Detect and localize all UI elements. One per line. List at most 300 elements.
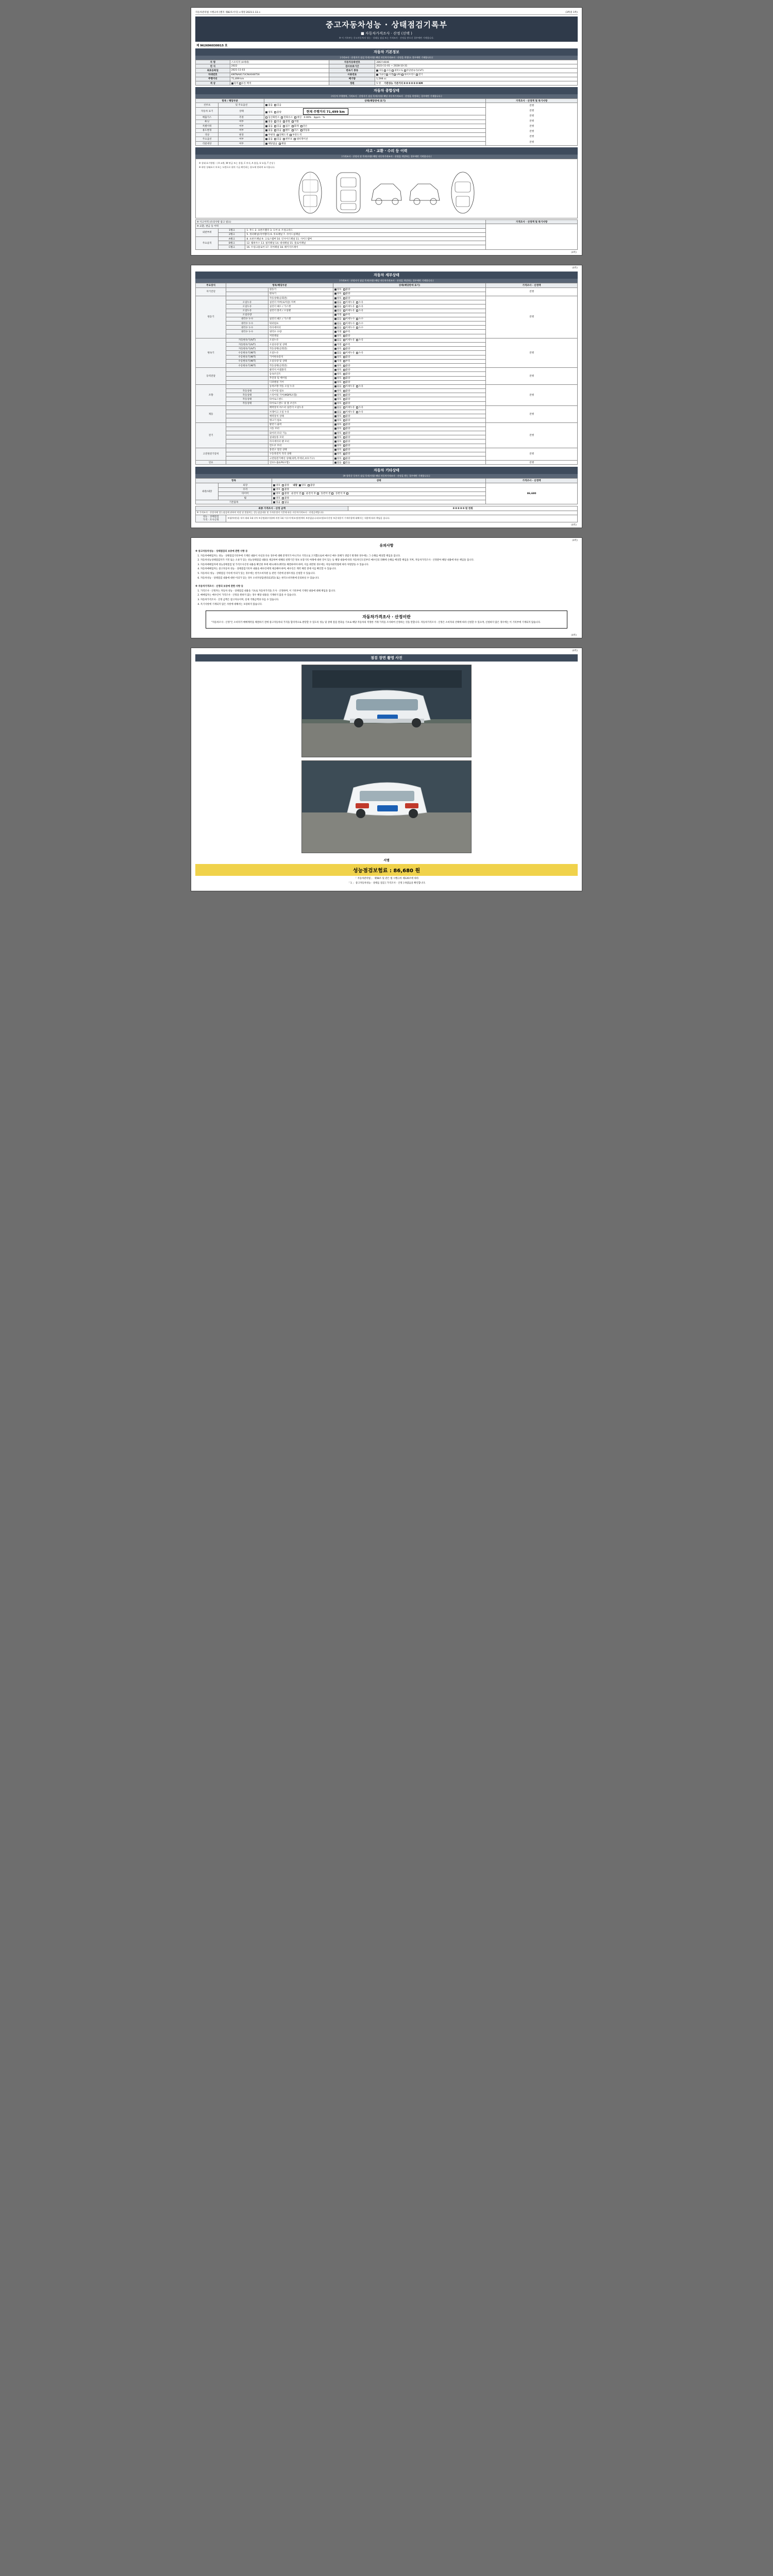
document-number: 제 962696030015 호 — [196, 44, 228, 47]
notice-list-1 — [200, 555, 578, 581]
car-diagram-top — [330, 170, 366, 216]
legend-rank-b: B랭크 — [219, 241, 245, 245]
detail-subgroup-name: 자동변속기(A/T) — [226, 347, 268, 351]
checkbox-alt-1[interactable] — [343, 348, 345, 350]
checkbox-alt-2[interactable] — [356, 411, 358, 413]
checkbox-alt-2[interactable] — [356, 352, 358, 354]
checkbox-special-total[interactable] — [300, 125, 303, 127]
value-capacity — [375, 81, 578, 85]
checkbox-primary[interactable] — [334, 301, 337, 303]
other-price-cell: 86,680 — [486, 483, 578, 504]
legend-price-cell — [486, 224, 578, 249]
checkbox-alt-1[interactable] — [343, 457, 345, 460]
detail-item-state — [333, 414, 485, 418]
opt-solid: 원색 — [233, 82, 239, 85]
checkbox-alt-1[interactable] — [343, 352, 345, 354]
detail-subgroup-name: 오일누유 — [226, 300, 268, 304]
checkbox-alt-1[interactable] — [343, 436, 345, 438]
checkbox-primary[interactable] — [334, 297, 337, 299]
detail-state-label: 불량 — [345, 293, 352, 296]
checkbox-primary[interactable] — [334, 457, 337, 460]
checkbox-use-rent[interactable] — [283, 129, 285, 131]
table-row — [196, 384, 578, 388]
footer-text-2: 「 1 」 중고자동차성능 · 상태를 점검 [ 가격조사 · 산정 ] 하였음을 확인합니다. — [347, 882, 426, 885]
checkbox-alt-1[interactable] — [343, 419, 345, 421]
detail-item-name: 실내송풍 모터 — [268, 435, 333, 439]
checkbox-primary[interactable] — [334, 462, 337, 464]
checkbox-primary[interactable] — [334, 306, 337, 308]
checkbox-alt-1[interactable] — [343, 377, 345, 379]
detail-item-name: 시동 모터 — [268, 427, 333, 431]
checkbox-tire-good[interactable] — [273, 493, 275, 495]
detail-item-state — [333, 359, 485, 363]
notice-item: 4. 특기사항에 기재되지 않은 사항에 대해서는 보증하지 않습니다. — [200, 603, 578, 607]
checkbox-use-none[interactable] — [265, 129, 267, 131]
detail-state-label: 양호 — [337, 436, 343, 439]
detail-state-label: 미세누유 — [345, 351, 357, 354]
notice-item: 3. 자동차가격조사 · 산정 금액은 참고자료이며, 실제 거래금액과 다를 수 있습니다. — [200, 599, 578, 602]
checkbox-carmark-good[interactable] — [265, 111, 267, 113]
row-state-tuning: 없음 있음 불법 적법 — [264, 120, 486, 124]
checkbox-alt-1[interactable] — [343, 327, 345, 329]
checkbox-alt-1[interactable] — [343, 339, 345, 341]
detail-state-label: 양호 — [337, 419, 343, 422]
detail-group-name: 변속기 — [196, 338, 226, 367]
detail-subgroup-name: 냉각수 누수 — [226, 330, 268, 334]
checkbox-primary[interactable] — [334, 369, 337, 371]
checkbox-alt-1[interactable] — [343, 344, 345, 346]
checkbox-smoke[interactable] — [294, 116, 296, 118]
checkbox-recall-no[interactable] — [265, 143, 267, 145]
checkbox-alt-1[interactable] — [343, 356, 345, 358]
checkbox-alt-1[interactable] — [343, 385, 345, 387]
label-fuel: 사용연료 — [329, 73, 375, 77]
checkbox-fuel-ev[interactable] — [416, 74, 418, 76]
row-label-emission2: 측정 — [219, 115, 264, 120]
checkbox-color-two[interactable] — [239, 82, 241, 84]
document-desc: ※ 이 기록부는 중고자동차의 성능 · 상태를 점검 또는 가격조사 · 산정을 받으신 경우에만 기재합니다. — [339, 37, 434, 39]
checkbox-alt-1[interactable] — [343, 440, 345, 443]
checkbox-opt-yes[interactable] — [274, 138, 276, 140]
value-color — [230, 81, 329, 85]
checkbox-glass-good[interactable] — [273, 488, 275, 490]
opt-gasoline: 가솔린 — [379, 74, 385, 77]
checkbox-primary[interactable] — [334, 381, 337, 383]
checkbox-primary[interactable] — [334, 310, 337, 312]
checkbox-alt-1[interactable] — [343, 301, 345, 303]
checkbox-wheel-bad[interactable] — [282, 497, 284, 499]
checkbox-fuel-lpg[interactable] — [394, 74, 396, 76]
checkbox-alt-1[interactable] — [343, 360, 345, 362]
detail-state-label: 불량 — [345, 432, 352, 435]
checkbox-alt-2[interactable] — [356, 310, 358, 312]
checkbox-primary[interactable] — [334, 360, 337, 362]
notice-item: 5. 자동차의 성능 · 상태점검 기록에 이의가 있는 경우에는 한국소비자원 등 관련 기관에 분쟁조정을 신청할 수 있습니다. — [200, 572, 578, 576]
final-disclaimer-2: 보험(약관)을 내지 위와 1회 (주) 보증범위(사항)에 의한 1회 이루어져(조정)정액의 보통없습니다(조정)조사산정 보증내용이 기재사항에 대해서는 내용에 따라 책임을 집니다. — [226, 515, 578, 522]
checkbox-opt-none[interactable] — [265, 138, 267, 140]
detail-subgroup-name — [226, 368, 268, 372]
checkbox-opt-nav[interactable] — [294, 138, 296, 140]
checkbox-alt-1[interactable] — [343, 415, 345, 417]
detail-state-label: 불량 — [345, 398, 352, 401]
photos-title: 점검 장면 촬영 사진 — [195, 654, 578, 662]
checkbox-paint-none[interactable] — [265, 134, 267, 136]
checkbox-exterior-bad[interactable] — [282, 484, 284, 486]
checkbox-primary[interactable] — [334, 385, 337, 387]
checkbox-primary[interactable] — [334, 331, 337, 333]
checkbox-primary[interactable] — [334, 377, 337, 379]
detail-item-name: 라디에이터 팬 모터 — [268, 439, 333, 444]
header-state: 상태(해당란에 표기) — [264, 99, 486, 103]
row-label-sunroof-a: 선루프 — [196, 103, 219, 107]
checkbox-alt-2[interactable] — [356, 339, 358, 341]
checkbox-primary[interactable] — [334, 440, 337, 443]
checkbox-tuning-illegal[interactable] — [283, 121, 285, 123]
checkbox-interior-bad[interactable] — [308, 484, 310, 486]
checkbox-wheel-good[interactable] — [273, 497, 275, 499]
final-price-value — [348, 506, 578, 511]
detail-item-state — [333, 461, 485, 465]
checkbox-recall-yes[interactable] — [279, 143, 281, 145]
checkbox-alt-1[interactable] — [343, 365, 345, 367]
checkbox-primary[interactable] — [334, 432, 337, 434]
checkbox-tire-bad[interactable] — [282, 493, 284, 495]
checkbox-primary[interactable] — [334, 344, 337, 346]
checkbox-co[interactable] — [265, 116, 267, 118]
detail-state-label: 불량 — [345, 297, 352, 300]
checkbox-alt-2[interactable] — [356, 385, 358, 387]
checkbox-primary[interactable] — [334, 428, 337, 430]
checkbox-transmission-auto[interactable] — [376, 70, 378, 72]
detail-item-name: 와이퍼 모터 기능 — [268, 431, 333, 435]
checkbox-alt-1[interactable] — [343, 297, 345, 299]
checkbox-primary[interactable] — [334, 339, 337, 341]
resp-label-1: 성능 · 상태점검 — [203, 516, 219, 519]
checkbox-alt-1[interactable] — [343, 314, 345, 316]
section-other-sub: (※ 항목중 동차가 점검 목적(사항) 해당 자동차가격조사 · 산정을 받는 경우에만 기재합니다.) — [195, 474, 578, 478]
mileage-value: 71,499 km — [326, 110, 345, 114]
checkbox-alt-1[interactable] — [343, 462, 345, 464]
legend-text-b: 12. 휠하우스 13. 필러패널 14. 대쉬패널 15. 플로어패널 — [245, 241, 486, 245]
checkbox-primary[interactable] — [334, 373, 337, 375]
checkbox-alt-1[interactable] — [343, 445, 345, 447]
notice-item: 6. 자동차성능 · 상태점검 내용에 대한 이의가 있는 경우 소비자상담센터(1372) 또는 한국소비자원에 문의하실 수 있습니다. — [200, 577, 578, 581]
checkbox-glass-bad[interactable] — [282, 488, 284, 490]
detail-item-state — [333, 330, 485, 334]
detail-item-name: 실린더 헤드 / 가스켓 — [268, 317, 333, 321]
checkbox-basic-no[interactable] — [282, 501, 284, 503]
page-topbar — [195, 11, 578, 15]
detail-state-label: 미세누수 — [345, 322, 357, 325]
wheel-pos-rr: 동반석 후 — [335, 493, 346, 496]
checkbox-alt-2[interactable] — [356, 318, 358, 320]
detail-state-label: 양호 — [337, 377, 343, 380]
detail-item-state — [333, 363, 485, 367]
checkbox-alt-1[interactable] — [343, 381, 345, 383]
table-row — [196, 368, 578, 372]
row-label-recall: 리콜대상 — [196, 141, 219, 145]
checkbox-opt-sunroof[interactable] — [283, 138, 285, 140]
row-label-recall2: 여부 — [219, 141, 264, 145]
checkbox-primary[interactable] — [334, 436, 337, 438]
checkbox-alt-1[interactable] — [343, 373, 345, 375]
detail-item-state — [333, 393, 485, 397]
row-label-paint2: 변경 — [219, 132, 264, 137]
checkbox-primary[interactable] — [334, 365, 337, 367]
checkbox-carmark-bad[interactable] — [274, 111, 276, 113]
checkbox-primary[interactable] — [334, 318, 337, 320]
detail-subgroup-name: 작동상태 — [226, 401, 268, 405]
detail-subgroup-name — [226, 439, 268, 444]
checkbox-alt-2[interactable] — [356, 301, 358, 303]
checkbox-alt-1[interactable] — [343, 390, 345, 392]
front-view-illustration — [302, 665, 472, 757]
checkbox-special-none[interactable] — [265, 125, 267, 127]
checkbox-alt-1[interactable] — [343, 289, 345, 291]
checkbox-primary[interactable] — [334, 327, 337, 329]
detail-state-label: 양호 — [337, 457, 343, 460]
photo-front — [301, 665, 472, 757]
detail-item-name: 구동축전지 격리 상태 — [268, 452, 333, 456]
row-state-options: 없음 있음 썬루프 내비게이션 — [264, 137, 486, 141]
checkbox-alt-2[interactable] — [356, 306, 358, 308]
checkbox-alt-1[interactable] — [343, 369, 345, 371]
checkbox-alt-1[interactable] — [343, 402, 345, 404]
checkbox-tire-rl[interactable] — [317, 493, 319, 495]
detail-state-label: 적정 — [337, 343, 343, 346]
detail-state-label: 미세누유 — [345, 411, 357, 414]
opt-two: 투톤 — [241, 82, 246, 85]
table-row — [196, 338, 578, 342]
checkbox-tuning-yes[interactable] — [274, 121, 276, 123]
detail-item-state — [333, 355, 485, 359]
checkbox-tuning-legal[interactable] — [292, 121, 294, 123]
checkbox-interior-good[interactable] — [299, 484, 301, 486]
detail-state-label: 불량 — [345, 440, 352, 443]
checkbox-tire-fr[interactable] — [331, 493, 333, 495]
detail-item-name: 윈도우 모터 — [268, 444, 333, 448]
checkbox-primary[interactable] — [334, 356, 337, 358]
checkbox-primary[interactable] — [334, 453, 337, 455]
checkbox-exterior-good[interactable] — [273, 484, 275, 486]
section-other-title: 자동차 기타상태 — [195, 467, 578, 474]
checkbox-primary[interactable] — [334, 314, 337, 316]
detail-group-name: 원동기 — [196, 296, 226, 338]
detail-subgroup-name — [226, 372, 268, 376]
checkbox-use-lease[interactable] — [292, 129, 294, 131]
checkbox-alt-1[interactable] — [343, 432, 345, 434]
checkbox-paint-full[interactable] — [277, 134, 279, 136]
car-diagram-rear — [445, 170, 481, 216]
checkbox-fuel-gasoline[interactable] — [376, 74, 378, 76]
signature-band: 서명 — [383, 858, 390, 862]
checkbox-special-fire[interactable] — [292, 125, 294, 127]
row-label-special: 특별이력 — [196, 124, 219, 128]
checkbox-primary[interactable] — [334, 390, 337, 392]
detail-group-price: 전행 — [486, 448, 578, 461]
checkbox-alt-1[interactable] — [343, 293, 345, 295]
checkbox-alt-1[interactable] — [343, 428, 345, 430]
checkbox-primary[interactable] — [334, 289, 337, 291]
checkbox-alt-1[interactable] — [343, 323, 345, 325]
detail-state-label: 없음 — [337, 351, 343, 354]
detail-item-state — [333, 418, 485, 422]
value-engine-std: 0 0 0 0 0 0 KM — [404, 82, 423, 85]
detail-item-name: 오일유량 및 상태 — [268, 359, 333, 363]
checkbox-sunroof-none[interactable] — [265, 104, 267, 106]
value-displacement: 1,598 cc — [375, 77, 578, 81]
checkbox-primary[interactable] — [334, 293, 337, 295]
page-3 — [191, 537, 582, 638]
detail-subgroup-name: 오일유량 — [226, 313, 268, 317]
checkbox-alt-1[interactable] — [343, 331, 345, 333]
row-state-special: 없음 있음 침수 화재 전손 — [264, 124, 486, 128]
checkbox-fuel-diesel[interactable] — [386, 74, 388, 76]
checkbox-alt-1[interactable] — [343, 453, 345, 455]
opt-ev: 전기 — [418, 74, 423, 77]
checkbox-primary[interactable] — [334, 445, 337, 447]
checkbox-paint-partial[interactable] — [290, 134, 292, 136]
detail-state-label: 불량 — [345, 289, 352, 292]
row-state-sunroof: 없음 있음 — [264, 103, 486, 107]
detail-subgroup-name — [226, 444, 268, 448]
detail-state-label: 불량 — [345, 423, 352, 427]
checkbox-primary[interactable] — [334, 423, 337, 426]
checkbox-primary[interactable] — [334, 406, 337, 409]
wheel-pos-fr: 동반석 전 — [321, 493, 331, 496]
checkbox-alt-1[interactable] — [343, 449, 345, 451]
detail-item-state — [333, 372, 485, 376]
detail-item-state — [333, 431, 485, 435]
value-inspection-period: 2023-11-01 ~ 2028-10-31 — [375, 64, 578, 69]
other-item-tire: 타이어 — [219, 492, 272, 496]
checkbox-tuning-none[interactable] — [265, 121, 267, 123]
detail-item-state — [333, 448, 485, 452]
detail-state-label: 누유 — [359, 351, 365, 354]
checkbox-alt-1[interactable] — [343, 406, 345, 409]
detail-state-label: 누유 — [359, 310, 365, 313]
legend-group-outer: 외판부위 — [196, 228, 219, 236]
checkbox-transmission-semi[interactable] — [392, 70, 394, 72]
checkbox-primary[interactable] — [334, 348, 337, 350]
detail-item-name: 작동상태(공회전) — [268, 347, 333, 351]
row-label-options: 주요옵션 — [196, 137, 219, 141]
checkbox-alt-1[interactable] — [343, 394, 345, 396]
wheel-pos-fl: 운전석 전 — [291, 493, 301, 496]
detail-item-name: 냉각수 수량 — [268, 330, 333, 334]
checkbox-alt-2[interactable] — [356, 327, 358, 329]
checkbox-primary[interactable] — [334, 415, 337, 417]
detail-state-label: 미세누유 — [345, 406, 357, 410]
checkbox-hc[interactable] — [281, 116, 283, 118]
value-first-registration: 2021-11-03 — [230, 69, 329, 73]
row-label-tuning: 튜닝 — [196, 120, 219, 124]
checkbox-special-flood[interactable] — [283, 125, 285, 127]
opt-diesel: 디젤 — [389, 74, 393, 77]
checkbox-primary[interactable] — [334, 352, 337, 354]
checkbox-sunroof-yes[interactable] — [274, 104, 276, 106]
other-state-table — [195, 478, 578, 504]
checkbox-alt-1[interactable] — [343, 318, 345, 320]
checkbox-primary[interactable] — [334, 398, 337, 400]
checkbox-alt-1[interactable] — [343, 423, 345, 426]
checkbox-use-yes[interactable] — [274, 129, 276, 131]
detail-state-label: 양호 — [337, 293, 343, 296]
detail-item-state — [333, 397, 485, 401]
detail-item-state — [333, 389, 485, 393]
legend-title: ※ 사고이력 (유의사항 참고 필요) — [196, 220, 486, 224]
detail-state-label: 불량 — [345, 381, 352, 384]
checkbox-alt-1[interactable] — [343, 335, 345, 337]
checkbox-use-biz[interactable] — [300, 129, 303, 131]
detail-state-label: 양호 — [337, 356, 343, 359]
photo-rear — [301, 760, 472, 853]
detail-state-label: 양호 — [337, 347, 343, 350]
detail-state-label: 없음 — [337, 411, 343, 414]
checkbox-tire-fl[interactable] — [302, 493, 304, 495]
notice-item: 2. 자동차성능상태점검자가 거짓 또는 오류가 있는 성능상태점검 내용을 제공하여 대해의 설명기간 정보 보장기록 아래에 대한 것이 있는 등 해당 내용에 따라 자동차인도일부터 매수인의 피해에 손해를 배상할 책임을 지며, 자동차가격조사 · 산정받아 해당 내용에 따른 책임을 집니다. — [200, 559, 578, 563]
detail-item-state — [333, 439, 485, 444]
checkbox-primary[interactable] — [334, 411, 337, 413]
checkbox-primary[interactable] — [334, 335, 337, 337]
detail-state-label: 불량 — [345, 428, 352, 431]
checkbox-basic-yes[interactable] — [273, 501, 275, 503]
checkbox-tire-rr[interactable] — [346, 493, 348, 495]
detail-item-state — [333, 326, 485, 330]
car-diagram-front-left — [292, 170, 328, 216]
checkbox-alt-1[interactable] — [343, 411, 345, 413]
detail-state-label: 양호 — [337, 423, 343, 427]
value-car-name: 스포티지 (4세대) — [230, 60, 329, 64]
checkbox-fuel-hybrid[interactable] — [401, 74, 404, 76]
value-vin: KNTNA8173CNU048756 — [230, 73, 329, 77]
assurance-box — [206, 611, 567, 629]
detail-state-label: 불량 — [345, 368, 352, 371]
checkbox-primary[interactable] — [334, 394, 337, 396]
detail-state-label: 부족 — [345, 343, 352, 346]
detail-subgroup-name — [226, 405, 268, 410]
checkbox-alt-2[interactable] — [356, 406, 358, 409]
opt-hybrid: 하이브리드 — [404, 74, 415, 77]
resp-label-2: 가격 · 조사산정 — [203, 519, 219, 522]
detail-subgroup-name — [226, 384, 268, 388]
detail-item-state — [333, 368, 485, 372]
document-subtitle: ■ 자동차가격조사 · 산정 (선택 ) — [361, 31, 412, 36]
row-label-carmark: 자동차 표기 — [196, 107, 219, 115]
checkbox-alt-1[interactable] — [343, 310, 345, 312]
detail-item-state — [333, 384, 485, 388]
checkbox-primary[interactable] — [334, 323, 337, 325]
checkbox-alt-1[interactable] — [343, 398, 345, 400]
detail-subgroup-name — [226, 448, 268, 452]
checkbox-alt-1[interactable] — [343, 306, 345, 308]
detail-state-label: 불량 — [345, 419, 352, 422]
detail-state-label: 미세누유 — [345, 310, 357, 313]
detail-group-price: 전행 — [486, 384, 578, 405]
checkbox-alt-2[interactable] — [356, 323, 358, 325]
checkbox-primary[interactable] — [334, 449, 337, 451]
opt-manual: 수동 — [386, 69, 391, 72]
checkbox-primary[interactable] — [334, 402, 337, 404]
detail-state-label: 없음 — [337, 385, 343, 388]
section-basic-info-sub: (가격조사 · 산정자가 점검 목적(사항) 해당 자동차가격조사 · 산정을 희망(소 경우에만 기재합니다.) — [195, 56, 578, 60]
row-state-recall: 해당없음 해당 — [264, 141, 486, 145]
checkbox-transmission-manual[interactable] — [384, 70, 386, 72]
checkbox-transmission-cvt[interactable] — [404, 70, 406, 72]
checkbox-special-yes[interactable] — [274, 125, 276, 127]
checkbox-primary[interactable] — [334, 419, 337, 421]
checkbox-color-solid[interactable] — [231, 82, 233, 84]
